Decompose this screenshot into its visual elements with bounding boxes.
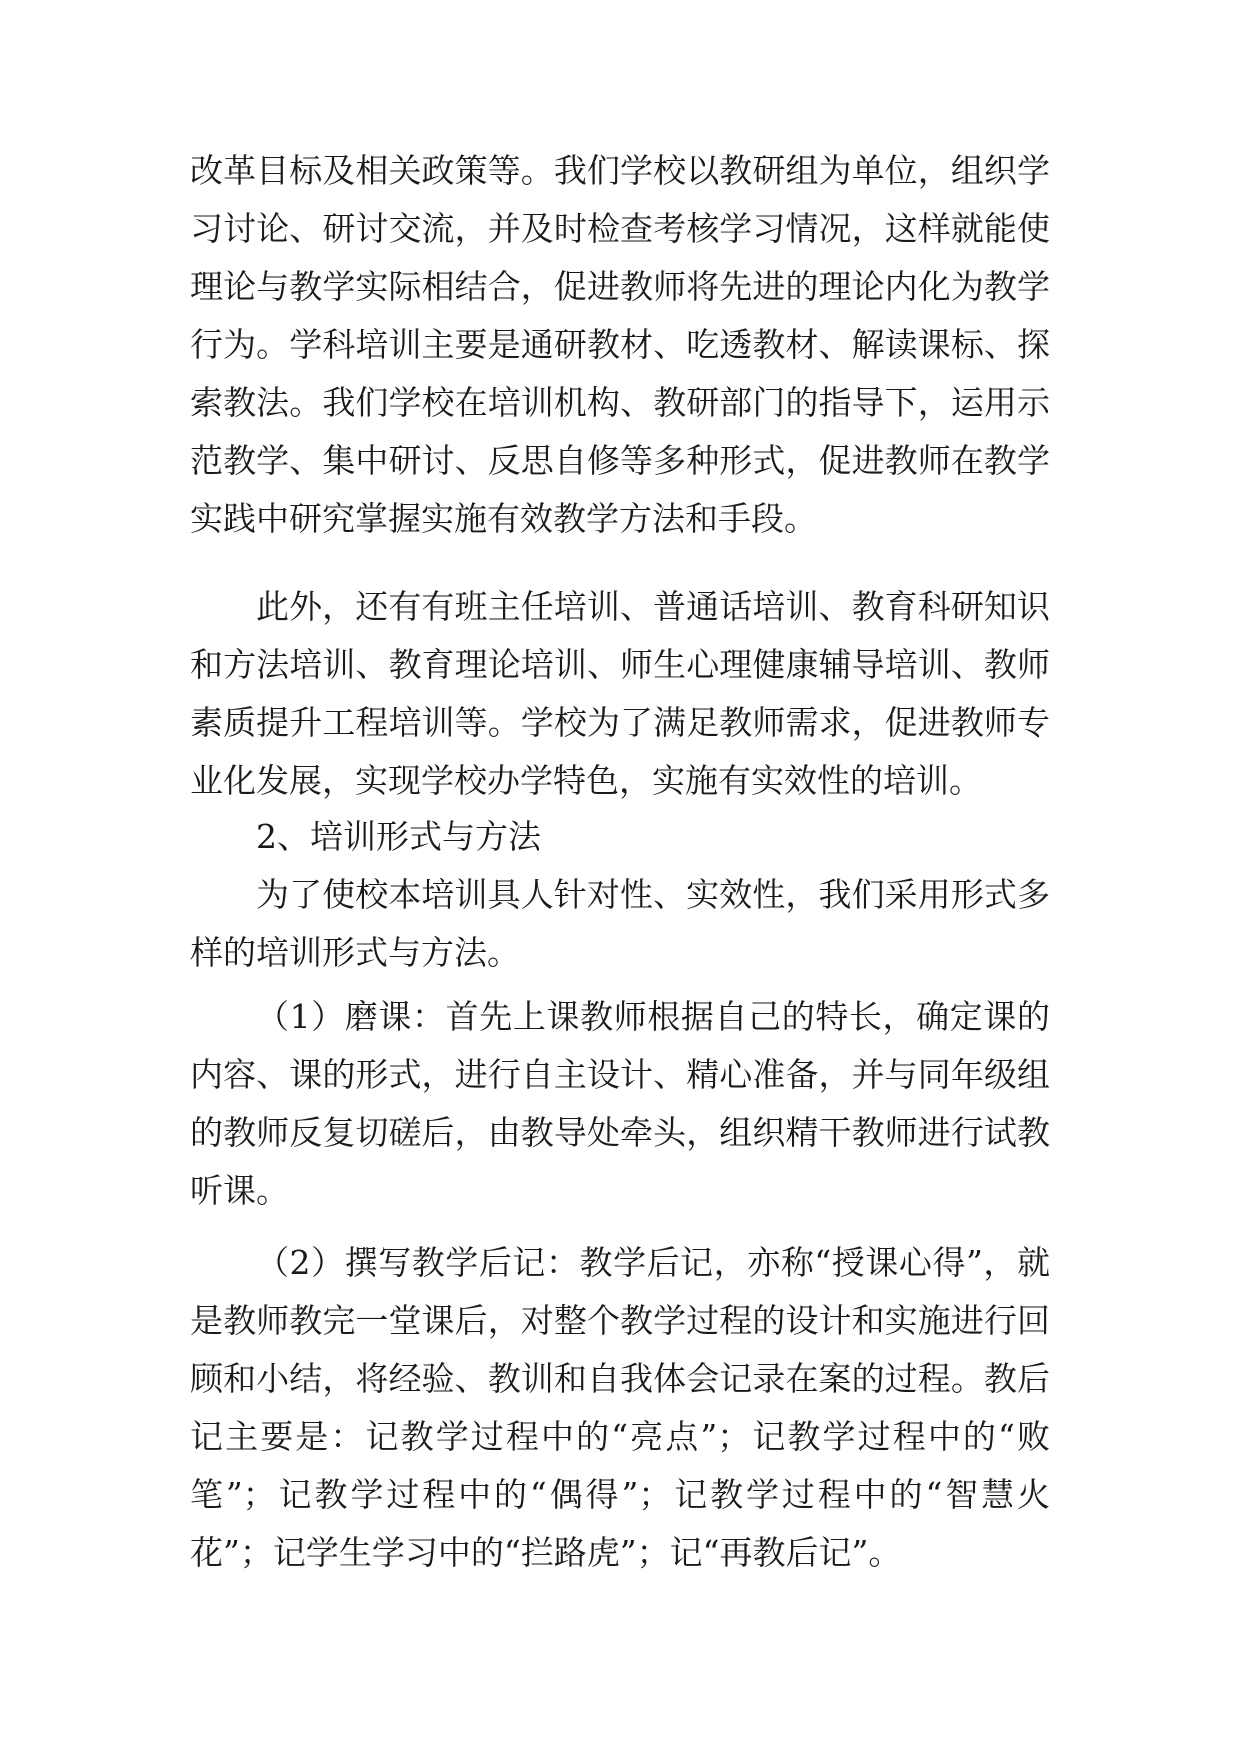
paragraph-line: 行为。学科培训主要是通研教材、吃透教材、解读课标、探	[190, 325, 1050, 364]
paragraph-line: 的教师反复切磋后，由教导处牵头，组织精干教师进行试教	[190, 1113, 1050, 1152]
paragraph-line: 和方法培训、教育理论培训、师生心理健康辅导培训、教师	[190, 645, 1050, 684]
paragraph-line: 此外，还有有班主任培训、普通话培训、教育科研知识	[256, 587, 1050, 626]
paragraph-line: 为了使校本培训具人针对性、实效性，我们采用形式多	[256, 875, 1050, 914]
section-heading: 2、培训形式与方法	[256, 817, 541, 856]
paragraph-line: 听课。	[190, 1171, 289, 1210]
paragraph-line: 花”；记学生学习中的“拦路虎”；记“再教后记”。	[190, 1533, 902, 1572]
paragraph-line: 内容、课的形式，进行自主设计、精心准备，并与同年级组	[190, 1055, 1050, 1094]
paragraph-line: 实践中研究掌握实施有效教学方法和手段。	[190, 499, 817, 538]
paragraph-line: 改革目标及相关政策等。我们学校以教研组为单位，组织学	[190, 151, 1050, 190]
paragraph-line: （2）撰写教学后记：教学后记，亦称“授课心得”，就	[256, 1243, 1050, 1282]
paragraph-line: 是教师教完一堂课后，对整个教学过程的设计和实施进行回	[190, 1301, 1050, 1340]
paragraph-line: 素质提升工程培训等。学校为了满足教师需求，促进教师专	[190, 703, 1050, 742]
paragraph-line: 习讨论、研讨交流，并及时检查考核学习情况，这样就能使	[190, 209, 1050, 248]
paragraph-line: 理论与教学实际相结合，促进教师将先进的理论内化为教学	[190, 267, 1050, 306]
paragraph-line: 样的培训形式与方法。	[190, 933, 520, 972]
paragraph-line: 笔”；记教学过程中的“偶得”；记教学过程中的“智慧火	[190, 1475, 1050, 1514]
paragraph-line: （1）磨课：首先上课教师根据自己的特长，确定课的	[256, 997, 1050, 1036]
paragraph-line: 记主要是：记教学过程中的“亮点”；记教学过程中的“败	[190, 1417, 1050, 1456]
paragraph-line: 索教法。我们学校在培训机构、教研部门的指导下，运用示	[190, 383, 1050, 422]
paragraph-line: 范教学、集中研讨、反思自修等多种形式，促进教师在教学	[190, 441, 1050, 480]
paragraph-line: 业化发展，实现学校办学特色，实施有实效性的培训。	[190, 761, 982, 800]
paragraph-line: 顾和小结，将经验、教训和自我体会记录在案的过程。教后	[190, 1359, 1050, 1398]
